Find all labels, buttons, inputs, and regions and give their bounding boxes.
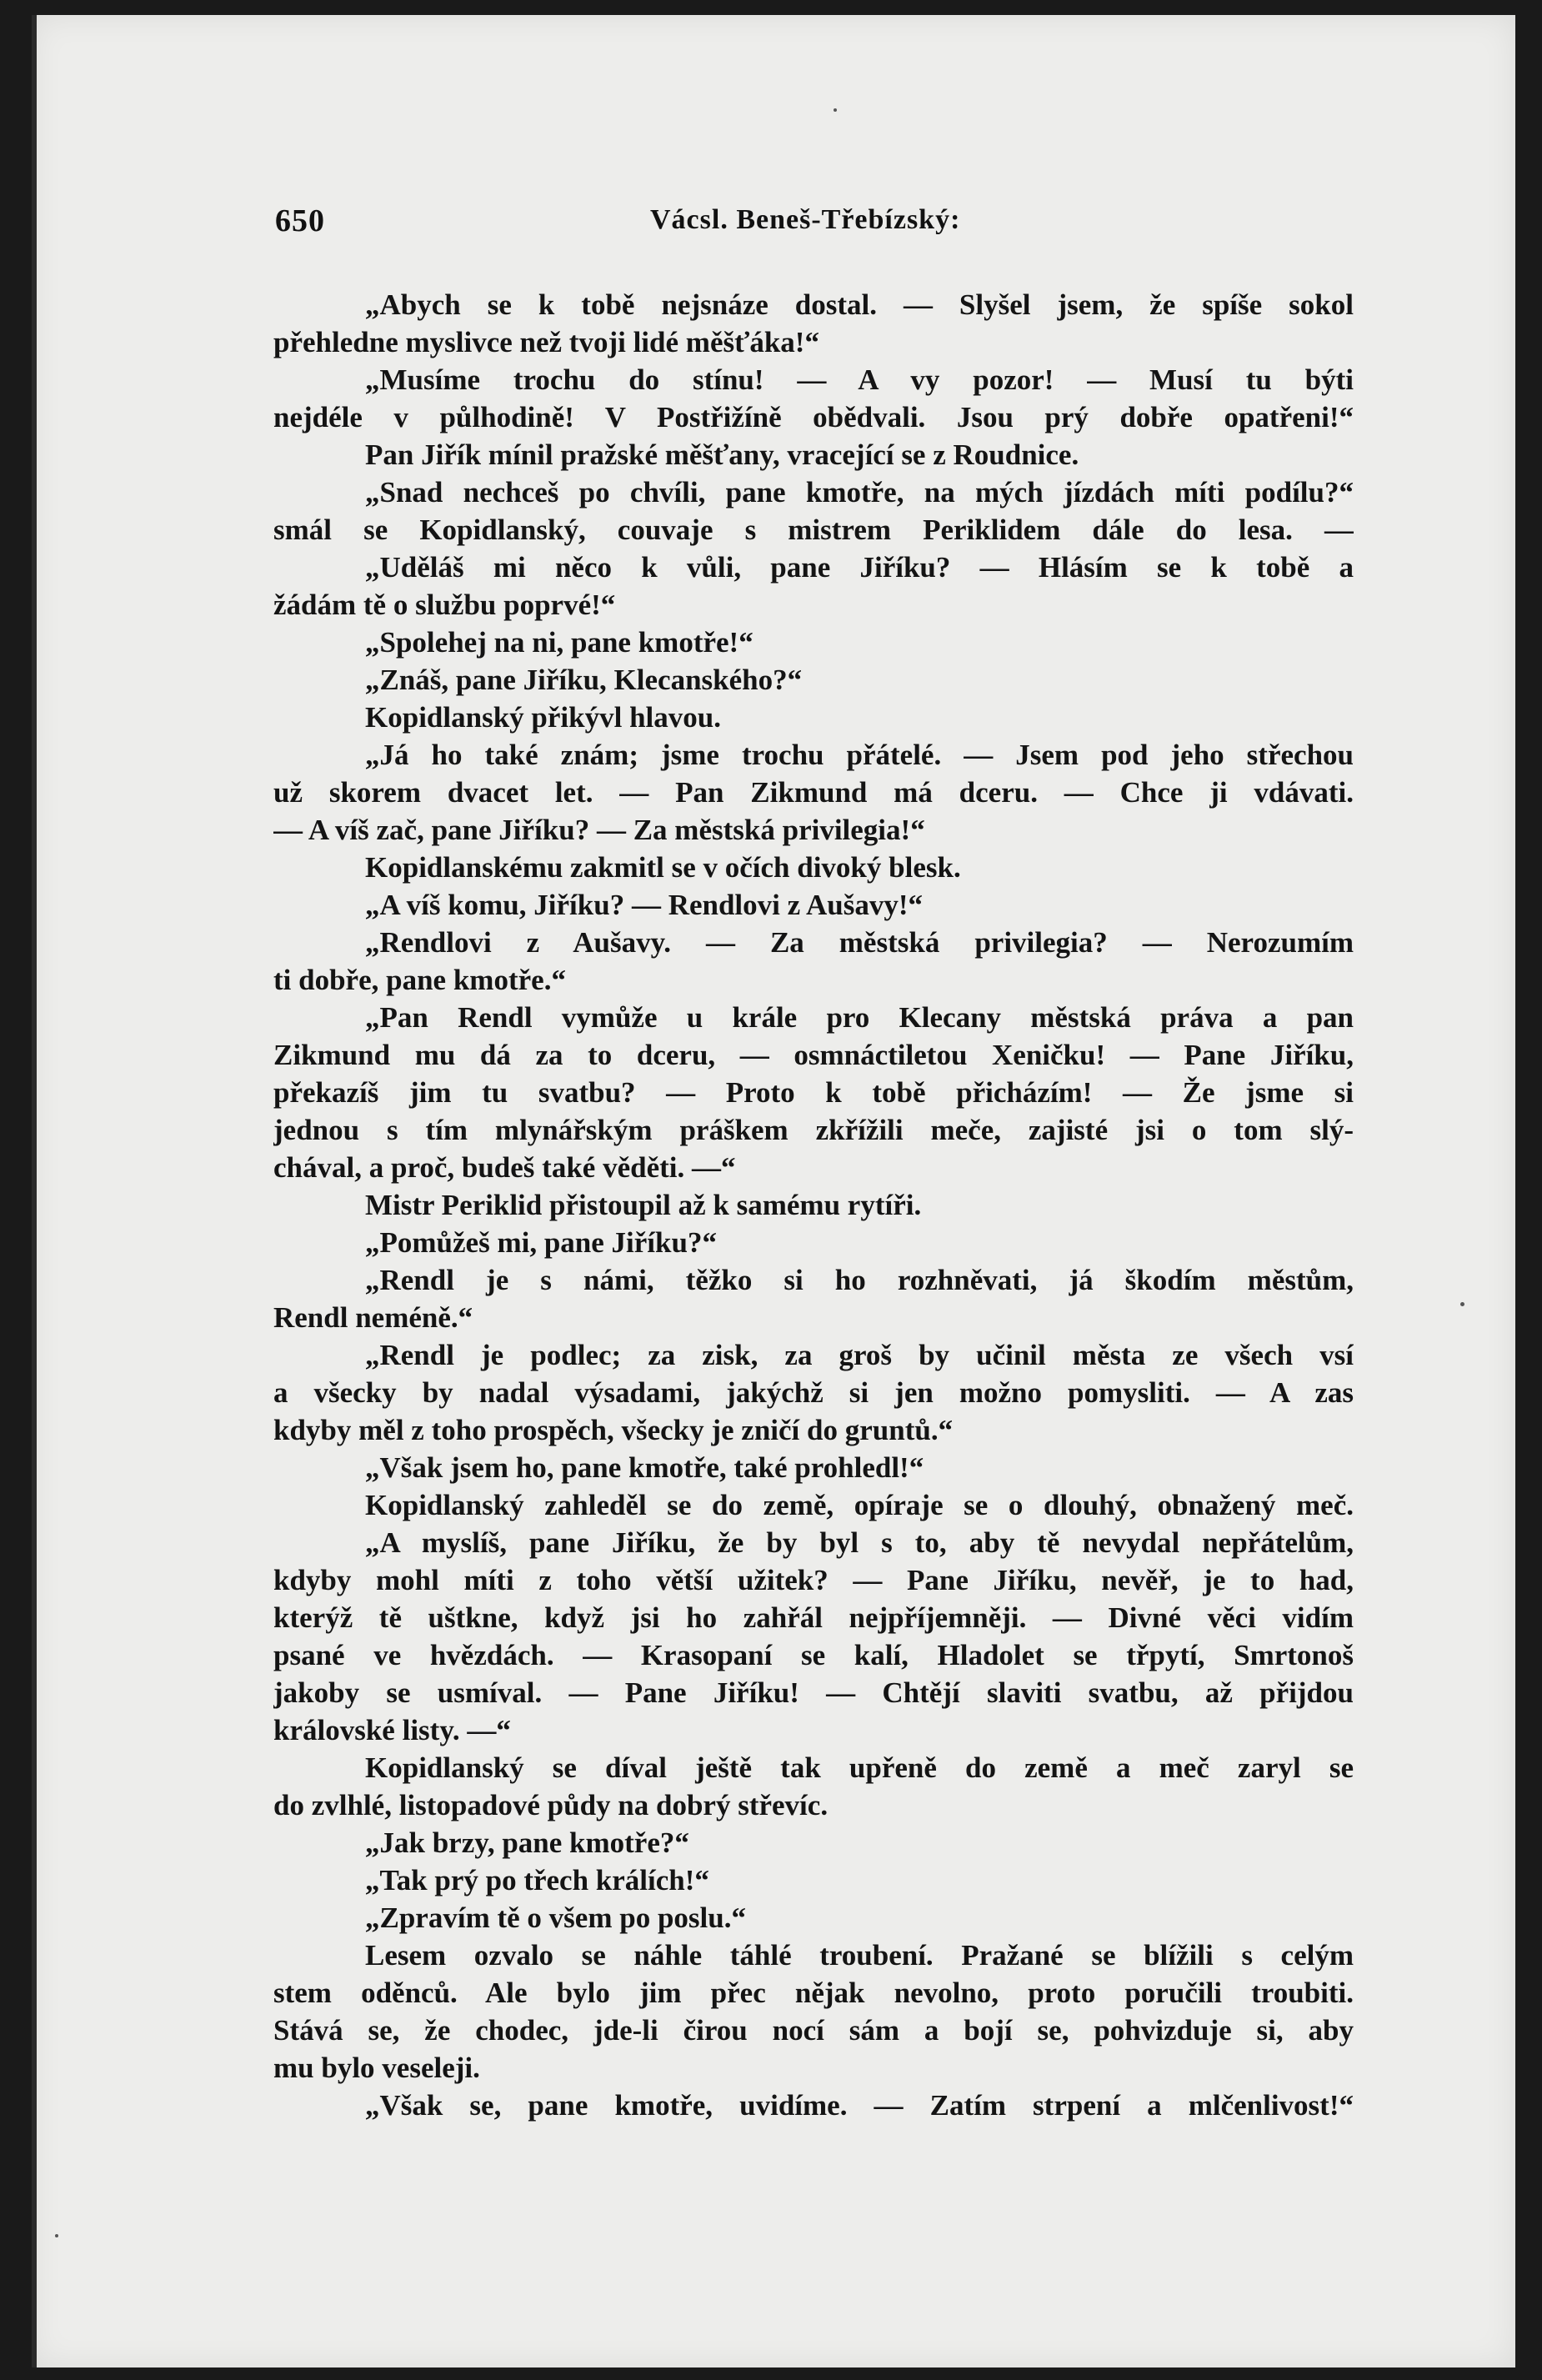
text-line: „Rendl je s námi, těžko si ho rozhněvati, já škodím městům,: [365, 1264, 1354, 1296]
paper-speck: [834, 108, 837, 112]
text-line: psané ve hvězdách. — Krasopaní se kalí, Hladolet se třpytí, Smrtonoš: [273, 1639, 1354, 1671]
text-line: a všecky by nadal výsadami, jakýchž si jen možno pomysliti. — A zas: [273, 1376, 1354, 1409]
text-line: — A víš zač, pane Jiříku? — Za městská privilegia!“: [273, 814, 925, 846]
text-line: „Tak prý po třech králích!“: [365, 1864, 709, 1896]
text-line: už skorem dvacet let. — Pan Zikmund má dceru. — Chce ji vdávati.: [273, 776, 1354, 809]
page-binding-edge: [32, 15, 37, 2367]
text-line: Rendl neméně.“: [273, 1301, 473, 1334]
text-line: kdyby mohl míti z toho větší užitek? — Pane Jiříku, nevěř, je to had,: [273, 1564, 1354, 1596]
page-header: [275, 203, 1350, 253]
text-line: Kopidlanský zahleděl se do země, opíraje se o dlouhý, obnažený meč.: [365, 1489, 1354, 1521]
text-line: „Spolehej na ni, pane kmotře!“: [365, 626, 753, 659]
text-line: královské listy. —“: [273, 1714, 511, 1746]
text-line: „Znáš, pane Jiříku, Klecanského?“: [365, 664, 803, 696]
text-line: „A víš komu, Jiříku? — Rendlovi z Aušavy!“: [365, 889, 923, 921]
text-line: přehledne myslivce než tvoji lidé měšťáka!“: [273, 326, 819, 358]
text-line: do zvlhlé, listopadové půdy na dobrý střevíc.: [273, 1789, 829, 1821]
text-line: stem oděnců. Ale bylo jim přec nějak nevolno, proto poručili troubiti.: [273, 1977, 1354, 2009]
text-line: Pan Jiřík mínil pražské měšťany, vracející se z Roudnice.: [365, 438, 1079, 471]
text-line: Mistr Periklid přistoupil až k samému rytíři.: [365, 1189, 922, 1221]
text-line: Lesem ozvalo se náhle táhlé troubení. Pražané se blížili s celým: [365, 1939, 1354, 1972]
text-line: chával, a proč, budeš také věděti. —“: [273, 1151, 736, 1184]
text-line: Zikmund mu dá za to dceru, — osmnáctiletou Xeničku! — Pane Jiříku,: [273, 1039, 1354, 1071]
text-line: nejdéle v půlhodině! V Postřižíně obědvali. Jsou prý dobře opatřeni!“: [273, 401, 1354, 433]
text-line: mu bylo veseleji.: [273, 2052, 480, 2084]
text-line: Kopidlanský se díval ještě tak upřeně do země a meč zaryl se: [365, 1751, 1354, 1784]
text-line: jakoby se usmíval. — Pane Jiříku! — Chtějí slaviti svatbu, až přijdou: [273, 1676, 1354, 1709]
text-line: „Abych se k tobě nejsnáze dostal. — Slyšel jsem, že spíše sokol: [365, 288, 1354, 321]
text-line: „Uděláš mi něco k vůli, pane Jiříku? — Hlásím se k tobě a: [365, 551, 1354, 584]
text-line: jednou s tím mlynářským práškem zkřížili meče, zajisté jsi o tom slý-: [273, 1114, 1354, 1146]
page-number: 650: [275, 203, 325, 238]
text-line: „Však se, pane kmotře, uvidíme. — Zatím strpení a mlčenlivost!“: [365, 2089, 1354, 2122]
text-line: překazíš jim tu svatbu? — Proto k tobě přicházím! — Že jsme si: [273, 1076, 1354, 1109]
text-line: Kopidlanskému zakmitl se v očích divoký blesk.: [365, 851, 961, 884]
text-line: „Snad nechceš po chvíli, pane kmotře, na mých jízdách míti podílu?“: [365, 476, 1354, 509]
text-line: „Jak brzy, pane kmotře?“: [365, 1826, 689, 1859]
text-line: ti dobře, pane kmotře.“: [273, 964, 566, 996]
text-line: „A myslíš, pane Jiříku, že by byl s to, aby tě nevydal nepřátelům,: [365, 1526, 1354, 1559]
body-text: [273, 286, 1354, 2124]
text-line: „Pomůžeš mi, pane Jiříku?“: [365, 1226, 717, 1259]
text-line: žádám tě o službu poprvé!“: [273, 589, 616, 621]
text-line: „Já ho také znám; jsme trochu přátelé. — Jsem pod jeho střechou: [365, 739, 1354, 771]
text-line: „Však jsem ho, pane kmotře, také prohledl!“: [365, 1451, 924, 1484]
text-line: „Musíme trochu do stínu! — A vy pozor! — Musí tu býti: [365, 363, 1354, 396]
paper-speck: [55, 2234, 58, 2237]
paper-speck: [1460, 1302, 1464, 1306]
text-line: kterýž tě uštkne, když jsi ho zahřál nejpříjemněji. — Divné věci vidím: [273, 1601, 1354, 1634]
running-head: Vácsl. Beneš-Třebízský:: [650, 204, 961, 235]
text-line: Kopidlanský přikývl hlavou.: [365, 701, 721, 734]
text-line: „Pan Rendl vymůže u krále pro Klecany městská práva a pan: [365, 1001, 1354, 1034]
text-line: Stává se, že chodec, jde-li čirou nocí sám a bojí se, pohvizduje si, aby: [273, 2014, 1354, 2047]
text-line: smál se Kopidlanský, couvaje s mistrem Periklidem dále do lesa. —: [273, 514, 1354, 546]
text-line: „Rendlovi z Aušavy. — Za městská privilegia? — Nerozumím: [365, 926, 1354, 959]
text-line: kdyby měl z toho prospěch, všecky je zničí do gruntů.“: [273, 1414, 954, 1446]
text-line: „Zpravím tě o všem po poslu.“: [365, 1901, 746, 1934]
text-line: „Rendl je podlec; za zisk, za groš by učinil města ze všech vsí: [365, 1339, 1354, 1371]
